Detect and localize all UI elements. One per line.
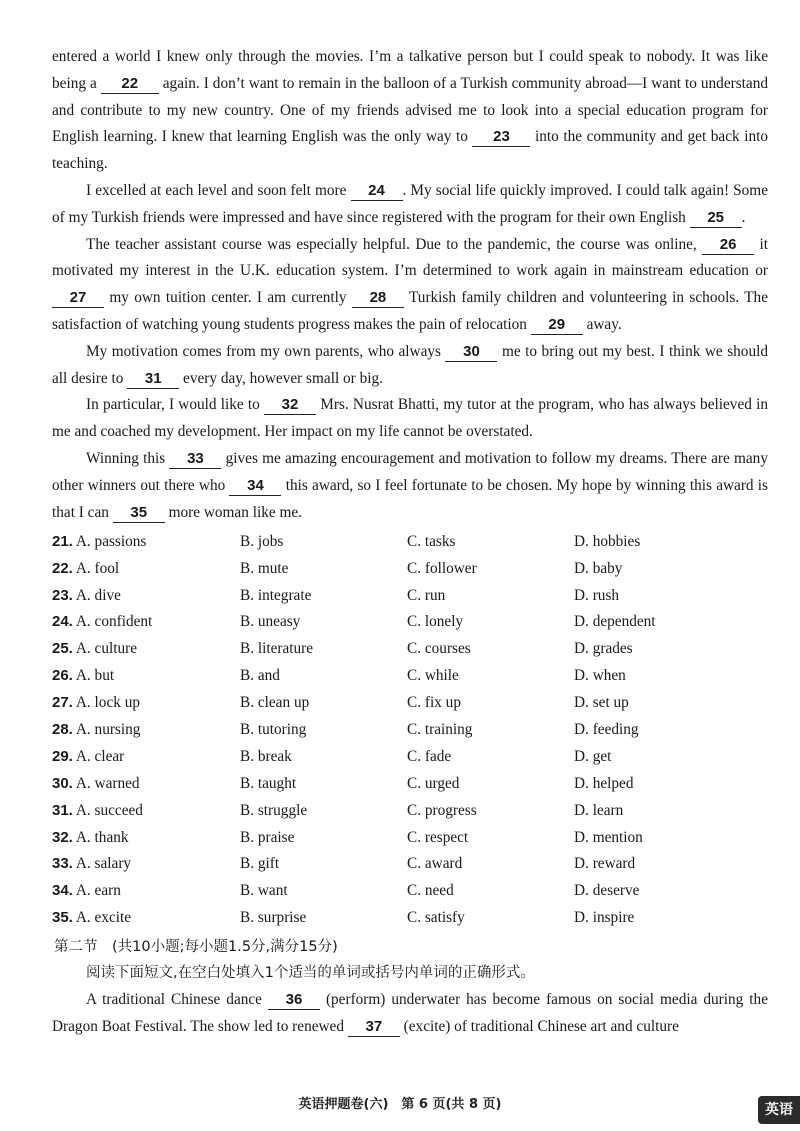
- text: In particular, I would like to: [86, 396, 260, 414]
- option-c: C. satisfy: [407, 909, 465, 927]
- option-row: [52, 851, 768, 878]
- option-d: D. inspire: [574, 909, 635, 927]
- option-row: [52, 743, 768, 770]
- option-b: B. taught: [240, 774, 297, 792]
- option-row: [52, 905, 768, 932]
- option-a: [52, 721, 240, 739]
- text: The teacher assistant course was especially helpful. Due to the pandemic, the course was online,: [86, 235, 697, 253]
- option-row: [52, 797, 768, 824]
- question-number: 22.: [52, 559, 73, 577]
- text: Mrs. Nusrat Bhatti, my tutor at the program, who has always believed in me and coached my development. Her impact on my life cannot be overstated.: [52, 396, 768, 441]
- option-d: D. get: [574, 747, 612, 765]
- text: A traditional Chinese dance: [86, 990, 262, 1008]
- blank-22: 22: [101, 74, 159, 94]
- blank-33: 33: [169, 449, 221, 469]
- option-d: D. helped: [574, 774, 634, 792]
- blank-37: 37: [348, 1017, 400, 1037]
- option-c: C. training: [407, 721, 473, 739]
- option-a: [52, 802, 240, 820]
- text: Winning this: [86, 449, 166, 467]
- option-text: A. culture: [75, 640, 138, 658]
- option-b: B. and: [240, 667, 280, 685]
- option-row: [52, 555, 768, 582]
- option-a: [52, 560, 240, 578]
- paragraph-3: [52, 232, 768, 339]
- question-number: 26.: [52, 667, 73, 685]
- question-number: 29.: [52, 747, 73, 765]
- page-footer: 英语押题卷(六) 第 6 页(共 8 页): [298, 1097, 502, 1112]
- option-a: [52, 587, 240, 605]
- text: into the community and get back into teaching.: [52, 128, 768, 173]
- question-number: 32.: [52, 828, 73, 846]
- option-text: A. passions: [75, 532, 147, 550]
- text: away.: [586, 315, 622, 333]
- section-2-heading: 第二节 (共10小题;每小题1.5分,满分15分): [54, 938, 338, 955]
- question-number: 30.: [52, 774, 73, 792]
- option-d: D. mention: [574, 828, 643, 846]
- option-c: C. award: [407, 855, 463, 873]
- text: it motivated my interest in the U.K. education system. I’m determined to work again in mainstream education or: [52, 235, 768, 280]
- option-a: [52, 533, 240, 551]
- text: .: [741, 208, 746, 226]
- option-text: A. nursing: [75, 721, 141, 739]
- question-number: 34.: [52, 882, 73, 900]
- option-text: A. warned: [75, 774, 140, 792]
- option-a: [52, 882, 240, 900]
- option-a: [52, 909, 240, 927]
- paragraph-4: [52, 339, 768, 393]
- option-text: A. fool: [75, 559, 120, 577]
- paragraph-5: [52, 392, 768, 446]
- option-text: A. salary: [75, 855, 132, 873]
- blank-34: 34: [229, 476, 281, 496]
- question-number: 25.: [52, 640, 73, 658]
- option-d: D. deserve: [574, 882, 640, 900]
- paragraph-2: [52, 178, 768, 232]
- option-d: D. hobbies: [574, 532, 641, 550]
- text: every day, however small or big.: [183, 369, 383, 387]
- option-row: [52, 609, 768, 636]
- paragraph-1: [52, 44, 768, 178]
- blank-32: 32: [264, 395, 316, 415]
- text: gives me amazing encouragement and motivation to follow my dreams. There are many other winners out there who: [52, 449, 768, 494]
- text: My motivation comes from my own parents, who always: [86, 342, 441, 360]
- text: this award, so I feel fortunate to be chosen. My hope by winning this award is that I can: [52, 476, 768, 521]
- option-d: D. rush: [574, 586, 620, 604]
- question-number: 31.: [52, 801, 73, 819]
- section-2-instruction: 阅读下面短文,在空白处填入1个适当的单词或括号内单词的正确形式。: [86, 964, 535, 981]
- option-text: A. confident: [75, 613, 153, 631]
- option-row: [52, 663, 768, 690]
- option-d: D. learn: [574, 801, 624, 819]
- blank-24: 24: [351, 181, 403, 201]
- option-b: B. tutoring: [240, 721, 307, 739]
- option-b: B. gift: [240, 855, 280, 873]
- text: Turkish family children and volunteering in schools. The satisfaction of watching young students progress makes the pain of relocation: [52, 289, 768, 333]
- option-text: A. dive: [75, 586, 121, 604]
- option-b: B. integrate: [240, 586, 312, 604]
- option-text: A. succeed: [75, 801, 143, 819]
- option-b: B. break: [240, 747, 292, 765]
- option-row: [52, 717, 768, 744]
- option-b: B. surprise: [240, 909, 307, 927]
- option-c: C. respect: [407, 828, 469, 846]
- option-row: [52, 878, 768, 905]
- text: my own tuition center. I am currently: [109, 289, 347, 307]
- text: (excite) of traditional Chinese art and culture: [403, 1017, 679, 1035]
- blank-28: 28: [352, 288, 404, 308]
- text: I excelled at each level and soon felt more: [86, 181, 347, 199]
- option-c: C. fix up: [407, 694, 461, 712]
- option-a: [52, 613, 240, 631]
- text: entered a world I knew only through the movies. I’m a talkative person but I could speak to nobody. It was like being a: [52, 48, 768, 92]
- option-c: C. while: [407, 667, 459, 685]
- option-b: B. literature: [240, 640, 314, 658]
- question-number: 27.: [52, 694, 73, 712]
- option-d: D. baby: [574, 559, 623, 577]
- option-c: C. need: [407, 882, 454, 900]
- option-d: D. grades: [574, 640, 633, 658]
- option-a: [52, 829, 240, 847]
- option-b: B. praise: [240, 828, 295, 846]
- option-a: [52, 694, 240, 712]
- option-d: D. feeding: [574, 721, 639, 739]
- option-text: A. but: [75, 667, 115, 685]
- option-row: [52, 690, 768, 717]
- option-row: [52, 636, 768, 663]
- text: more woman like me.: [168, 503, 302, 521]
- option-c: C. fade: [407, 747, 452, 765]
- blank-36: 36: [268, 990, 320, 1010]
- question-number: 24.: [52, 613, 73, 631]
- option-c: C. tasks: [407, 532, 456, 550]
- option-row: [52, 824, 768, 851]
- blank-23: 23: [472, 127, 530, 147]
- question-number: 21.: [52, 532, 73, 550]
- question-number: 33.: [52, 855, 73, 873]
- option-text: A. clear: [75, 747, 125, 765]
- option-row: [52, 770, 768, 797]
- option-text: A. lock up: [75, 694, 140, 712]
- blank-29: 29: [531, 315, 583, 335]
- option-c: C. follower: [407, 559, 477, 577]
- exam-page: [52, 44, 768, 1040]
- option-text: A. earn: [75, 882, 121, 900]
- blank-30: 30: [445, 342, 497, 362]
- subject-badge: 英语: [758, 1096, 800, 1124]
- option-d: D. dependent: [574, 613, 656, 631]
- option-d: D. reward: [574, 855, 636, 873]
- paragraph-7: [52, 987, 768, 1041]
- option-b: B. clean up: [240, 694, 310, 712]
- option-c: C. lonely: [407, 613, 464, 631]
- blank-31: 31: [127, 369, 179, 389]
- option-b: B. struggle: [240, 801, 308, 819]
- option-b: B. jobs: [240, 532, 284, 550]
- option-c: C. run: [407, 586, 446, 604]
- option-a: [52, 640, 240, 658]
- paragraph-6: [52, 446, 768, 526]
- option-a: [52, 855, 240, 873]
- option-a: [52, 667, 240, 685]
- text: (perform) underwater has become famous on social media during the Dragon Boat Festival. The show led to renewed: [52, 990, 768, 1035]
- question-number: 35.: [52, 909, 73, 927]
- option-c: C. courses: [407, 640, 471, 658]
- blank-26: 26: [702, 235, 754, 255]
- option-c: C. progress: [407, 801, 477, 819]
- option-a: [52, 775, 240, 793]
- option-row: [52, 582, 768, 609]
- text: me to bring out my best. I think we should all desire to: [52, 342, 769, 387]
- blank-27: 27: [52, 288, 104, 308]
- blank-35: 35: [113, 503, 165, 523]
- option-c: C. urged: [407, 774, 460, 792]
- option-d: D. set up: [574, 694, 629, 712]
- option-text: A. thank: [75, 828, 129, 846]
- options-table: [52, 528, 768, 931]
- option-b: B. mute: [240, 559, 289, 577]
- option-a: [52, 748, 240, 766]
- text: again. I don’t want to remain in the balloon of a Turkish community abroad—I want to understand and contribute to my new country. One of my friends advised me to look into a special education program for English learning. I knew that learning English was the only way to: [52, 74, 768, 146]
- option-d: D. when: [574, 667, 626, 685]
- blank-25: 25: [690, 208, 742, 228]
- option-row: [52, 528, 768, 555]
- question-number: 28.: [52, 721, 73, 739]
- option-b: B. want: [240, 882, 288, 900]
- option-text: A. excite: [75, 909, 132, 927]
- text: . My social life quickly improved. I could talk again! Some of my Turkish friends were impressed and have since registered with the program for their own English: [52, 181, 768, 226]
- question-number: 23.: [52, 586, 73, 604]
- option-b: B. uneasy: [240, 613, 301, 631]
